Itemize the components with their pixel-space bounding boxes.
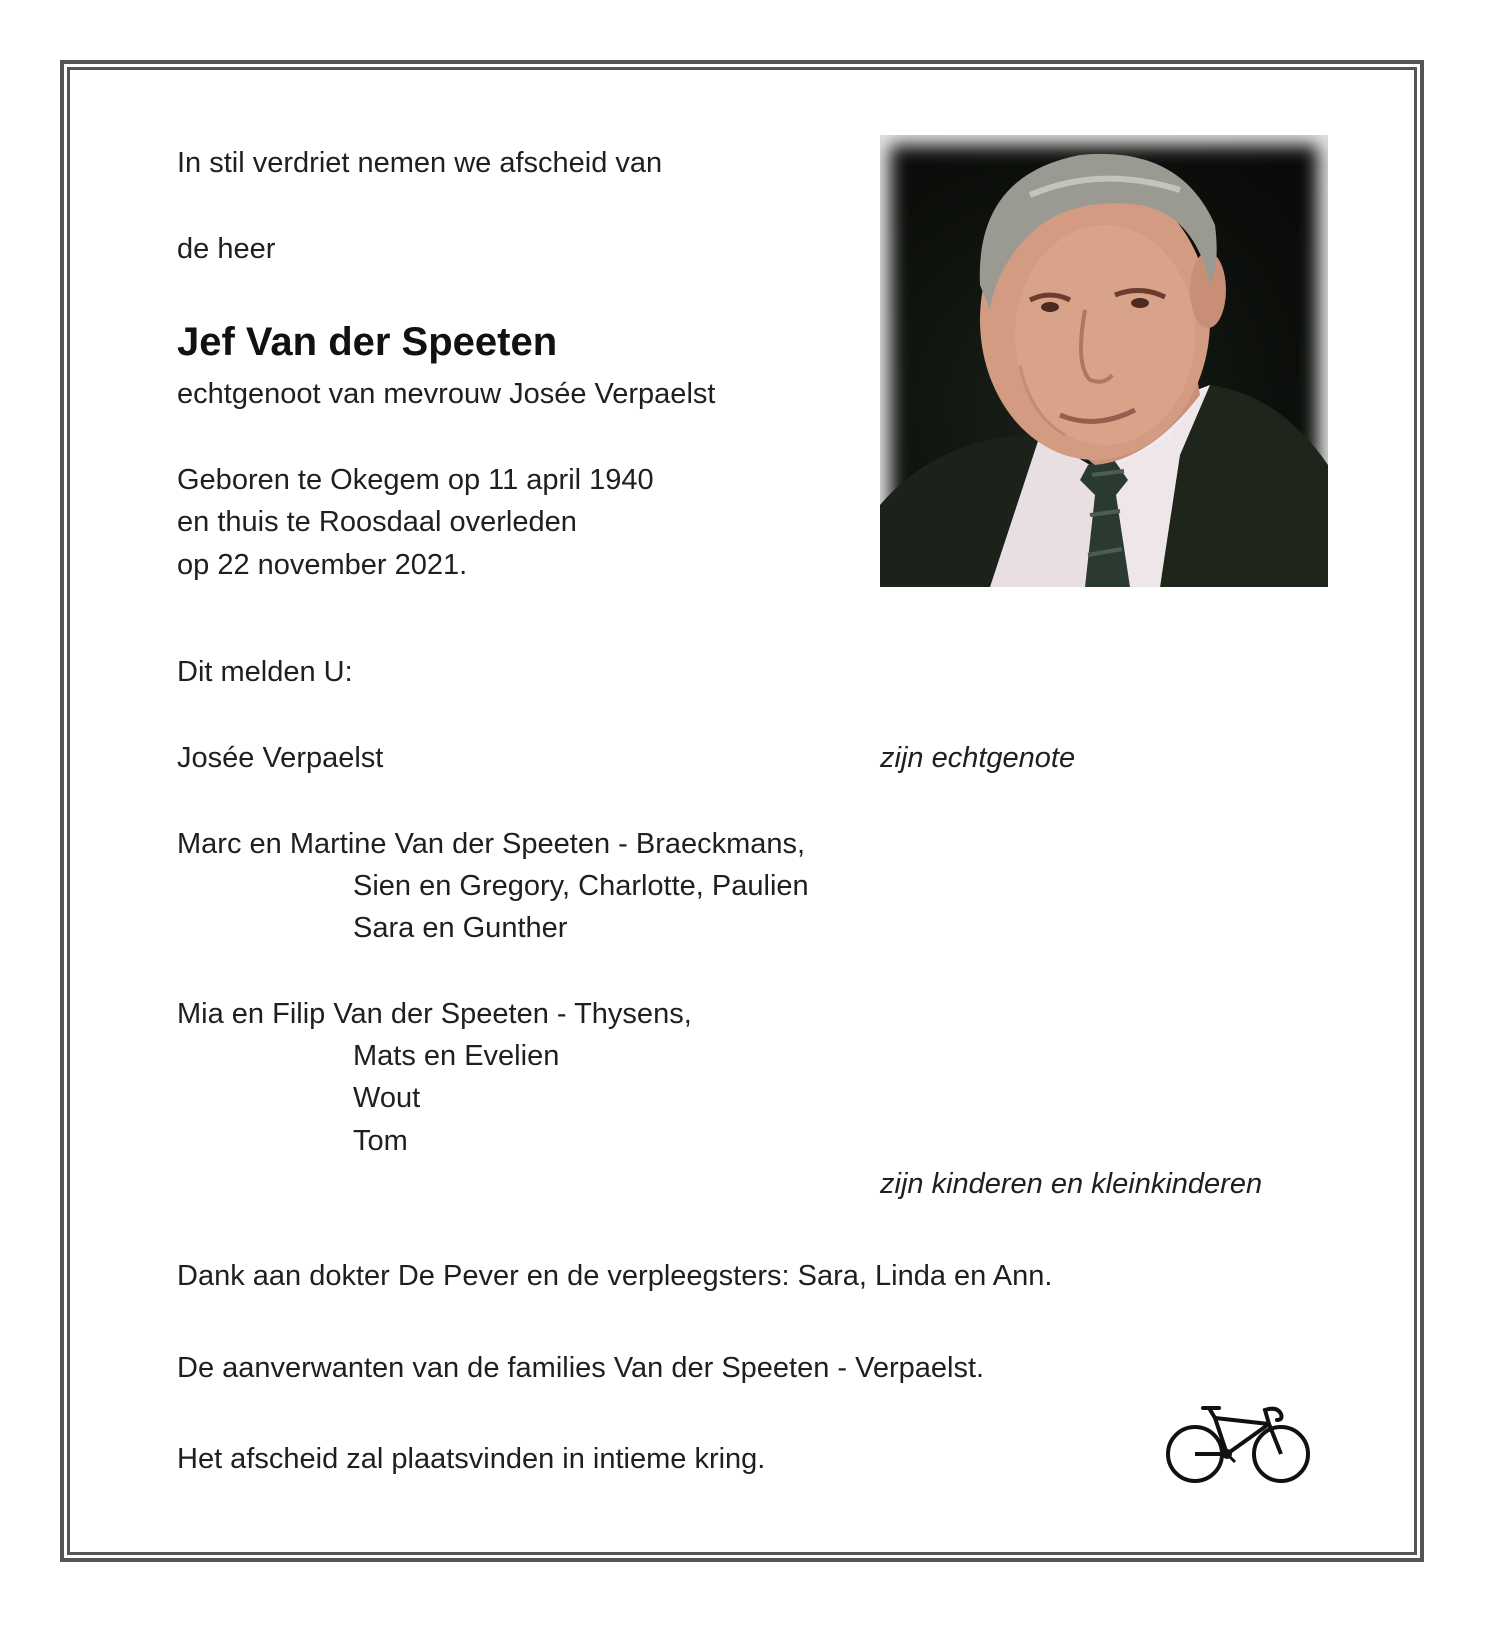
farewell-text: Het afscheid zal plaatsvinden in intieme kring.: [177, 1443, 766, 1475]
portrait-illustration: [880, 135, 1328, 587]
spouse-line: echtgenoot van mevrouw Josée Verpaelst: [177, 378, 716, 410]
relatives-text: De aanverwanten van de families Van der Speeten - Verpaelst.: [177, 1352, 985, 1384]
portrait-photo: [880, 135, 1328, 587]
thanks-text: Dank aan dokter De Pever en de verpleegsters: Sara, Linda en Ann.: [177, 1260, 1053, 1292]
death-date-line: op 22 november 2021.: [177, 549, 468, 581]
family-2-head: Mia en Filip Van der Speeten - Thysens,: [177, 998, 692, 1030]
deceased-name: Jef Van der Speeten: [177, 320, 558, 364]
spouse-relation: zijn echtgenote: [880, 742, 1076, 774]
family-2-child: Tom: [353, 1125, 408, 1157]
death-place-line: en thuis te Roosdaal overleden: [177, 506, 577, 538]
family-2-child: Mats en Evelien: [353, 1040, 560, 1072]
intro-text: In stil verdriet nemen we afscheid van: [177, 147, 663, 179]
children-relation: zijn kinderen en kleinkinderen: [880, 1168, 1263, 1200]
birth-line: Geboren te Okegem op 11 april 1940: [177, 464, 654, 496]
bicycle-icon: [1165, 1402, 1313, 1493]
family-2-child: Wout: [353, 1082, 421, 1114]
family-1-child: Sara en Gunther: [353, 912, 568, 944]
title-prefix: de heer: [177, 233, 276, 265]
family-1-child: Sien en Gregory, Charlotte, Paulien: [353, 870, 809, 902]
family-1-head: Marc en Martine Van der Speeten - Braeckmans,: [177, 828, 806, 860]
spouse-name: Josée Verpaelst: [177, 742, 384, 774]
announce-intro: Dit melden U:: [177, 656, 353, 688]
